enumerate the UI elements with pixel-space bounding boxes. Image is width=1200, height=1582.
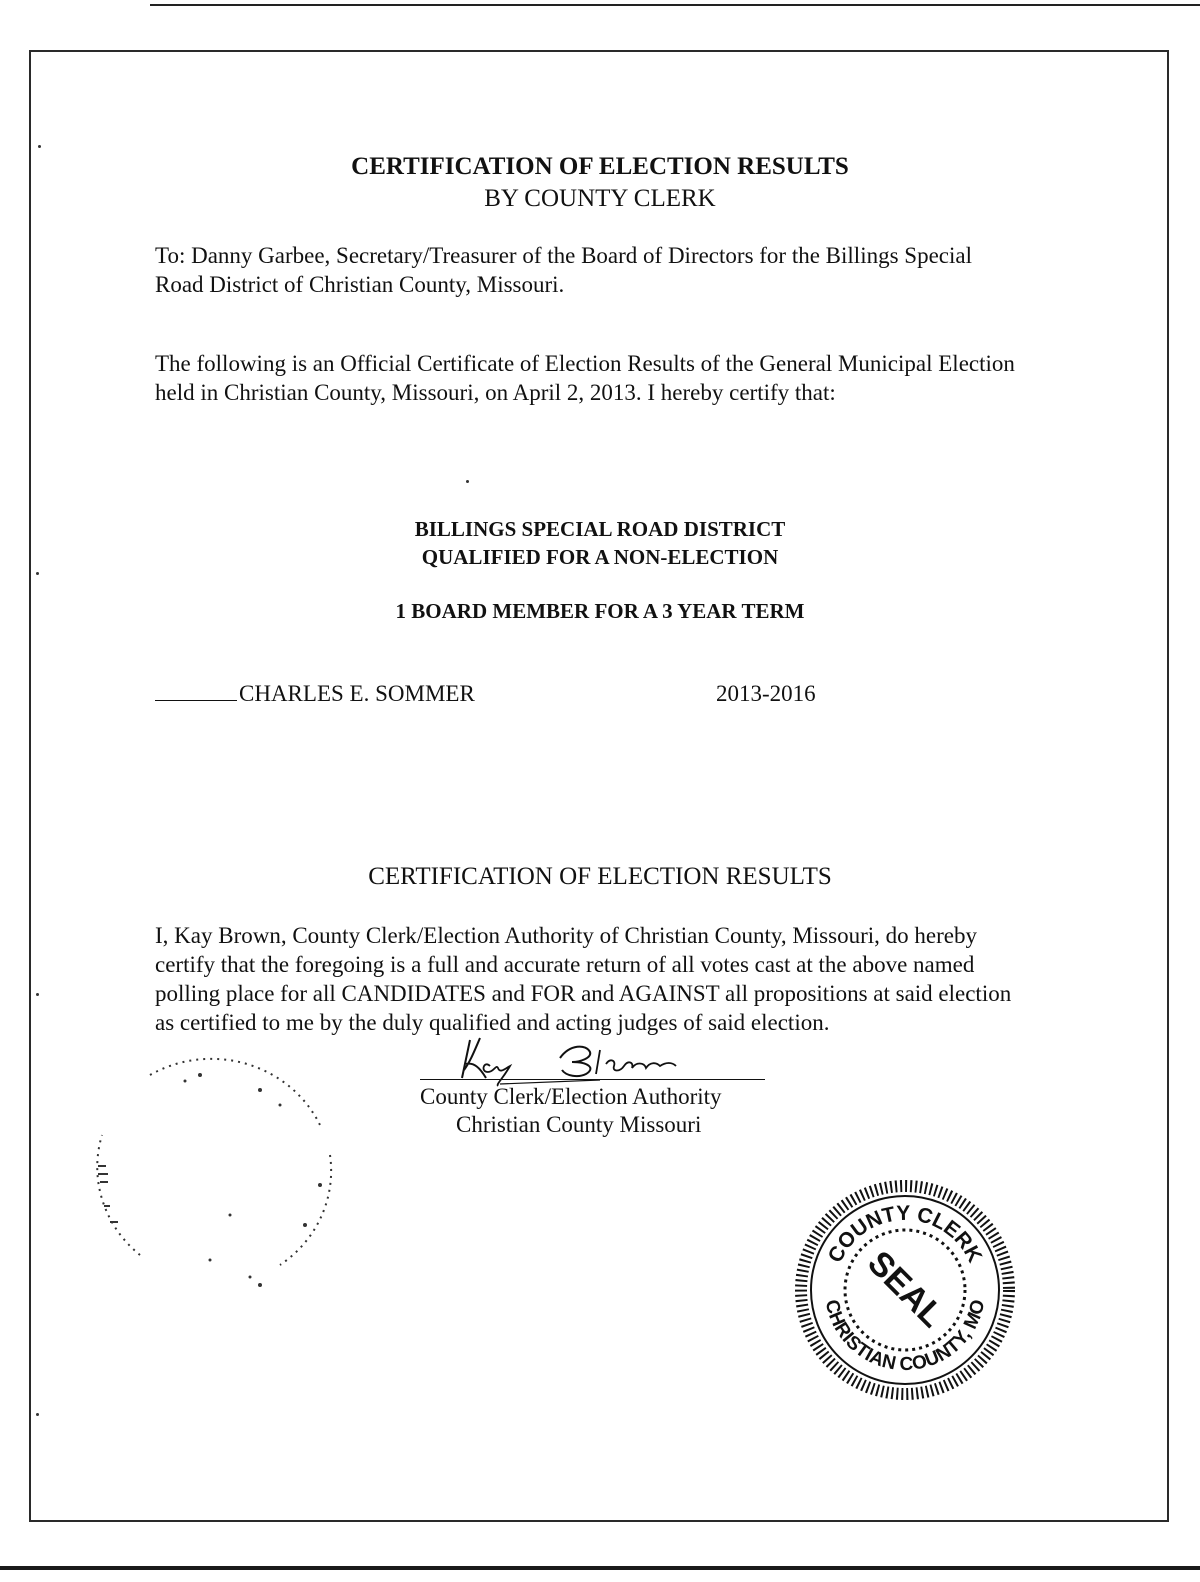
scan-speck xyxy=(36,1413,39,1416)
signer-county: Christian County Missouri xyxy=(456,1112,702,1137)
certification-heading: CERTIFICATION OF ELECTION RESULTS xyxy=(368,863,832,890)
scan-speck xyxy=(36,993,39,996)
signature-line xyxy=(420,1079,765,1080)
document-title: CERTIFICATION OF ELECTION RESULTS xyxy=(351,153,849,180)
district-heading: BILLINGS SPECIAL ROAD DISTRICT xyxy=(414,517,786,541)
candidate-term: 2013-2016 xyxy=(716,681,816,706)
scan-speck xyxy=(38,145,41,148)
intro-paragraph: The following is an Official Certificate of Election Results of the General Municipal Election held in Christian County, Missouri, on April 2, 2013. I hereby certify that: xyxy=(155,351,1015,405)
county-clerk-seal xyxy=(795,1180,1015,1400)
non-election-heading: QUALIFIED FOR A NON-ELECTION xyxy=(421,545,779,569)
scan-speck xyxy=(36,572,39,575)
scan-speck xyxy=(466,480,469,483)
vote-mark-line xyxy=(155,699,237,701)
candidate-name: CHARLES E. SOMMER xyxy=(239,681,475,706)
addressee-paragraph: To: Danny Garbee, Secretary/Treasurer of the Board of Directors for the Billings Special Road District of Christian County, Missouri. xyxy=(155,243,972,297)
seal-bottom-text: CHRISTIAN COUNTY, MO xyxy=(820,1297,990,1376)
seat-heading: 1 BOARD MEMBER FOR A 3 YEAR TERM xyxy=(395,599,805,623)
seal-top-text: COUNTY CLERK xyxy=(823,1201,987,1267)
scan-edge-top xyxy=(150,4,1200,6)
certification-paragraph: I, Kay Brown, County Clerk/Election Authority of Christian County, Missouri, do hereby certify that the foregoing is a full and accurate return of all votes cast at the above named polling place for all CANDIDATES and FOR and AGAINST all propositions at said election as certified to me by the duly qualified and acting judges of said election. xyxy=(155,923,1012,1035)
signer-title: County Clerk/Election Authority xyxy=(420,1084,722,1109)
embossed-seal-impression xyxy=(80,1045,350,1295)
candidate-row xyxy=(155,679,475,708)
scan-edge-bottom xyxy=(0,1566,1200,1570)
seal-center-text: SEAL xyxy=(860,1243,952,1335)
document-subtitle: BY COUNTY CLERK xyxy=(484,185,716,212)
